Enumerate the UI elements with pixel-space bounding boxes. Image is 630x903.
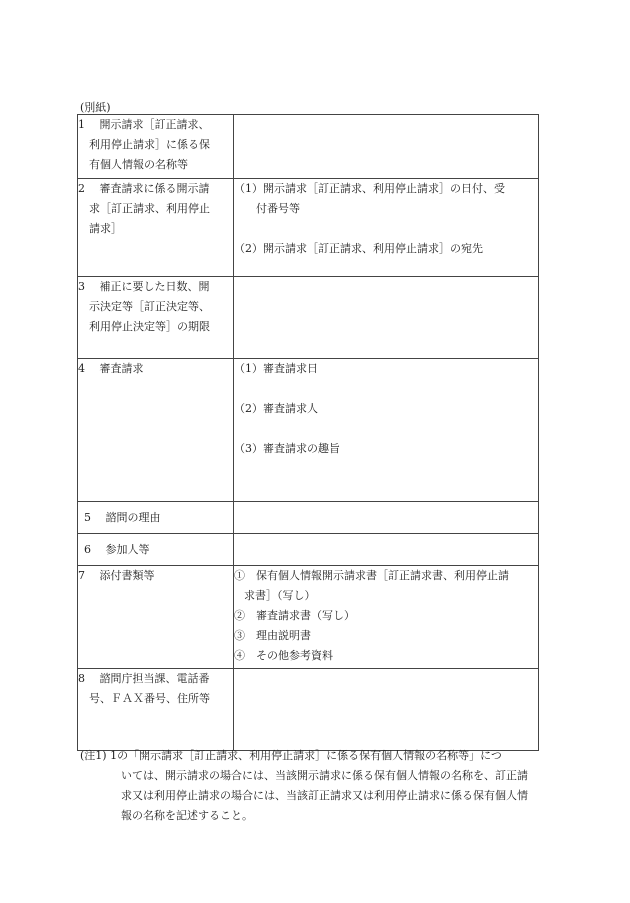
table-row: [78, 179, 539, 277]
footnote-line: 報の名称を記述すること。: [121, 809, 253, 822]
item-label-cell: 5 諮問の理由: [78, 502, 234, 534]
table-row: [78, 669, 539, 751]
item-value-cell: （1）審査請求日 （2）審査請求人 （3）審査請求の趣旨: [234, 359, 539, 502]
footnote: [80, 746, 528, 826]
table-row: [78, 277, 539, 359]
table-row: [78, 359, 539, 502]
item-label-cell: 7 添付書類等: [78, 566, 234, 669]
item-label-cell: 4 審査請求: [78, 359, 234, 502]
item-value-cell: [234, 115, 539, 179]
item-label-cell: 2 審査請求に係る開示請 求［訂正請求、利用停止 請求］: [78, 179, 234, 277]
footnote-line: 求又は利用停止請求の場合には、当該訂正請求又は利用停止請求に係る保有個人情: [121, 789, 528, 802]
item-value-cell: [234, 502, 539, 534]
form-table: [77, 114, 539, 751]
table-row: [78, 566, 539, 669]
item-label-cell: 6 参加人等: [78, 534, 234, 566]
item-value-cell: ① 保有個人情報開示請求書［訂正請求書、利用停止請 求書］（写し） ② 審査請求書（写し） ③ 理由説明書 ④ その他参考資料: [234, 566, 539, 669]
footnote-line: いては、開示請求の場合には、当該開示請求に係る保有個人情報の名称を、訂正請: [121, 769, 528, 782]
page-label: (別紙): [80, 101, 111, 114]
footnote-line: (注1) 1の「開示請求［訂正請求、利用停止請求］に係る保有個人情報の名称等」につ: [80, 749, 502, 762]
item-value-cell: [234, 534, 539, 566]
item-value-cell: [234, 277, 539, 359]
item-label-cell: 8 諮問庁担当課、電話番 号、ＦＡＸ番号、住所等: [78, 669, 234, 751]
table-row: [78, 502, 539, 534]
item-value-cell: （1）開示請求［訂正請求、利用停止請求］の日付、受 付番号等 （2）開示請求［訂正請求、利用停止請求］の宛先: [234, 179, 539, 277]
item-value-cell: [234, 669, 539, 751]
item-label-cell: 3 補正に要した日数、開 示決定等［訂正決定等、 利用停止決定等］の期限: [78, 277, 234, 359]
table-row: [78, 534, 539, 566]
table-row: [78, 115, 539, 179]
item-label-cell: 1 開示請求［訂正請求、 利用停止請求］に係る保 有個人情報の名称等: [78, 115, 234, 179]
